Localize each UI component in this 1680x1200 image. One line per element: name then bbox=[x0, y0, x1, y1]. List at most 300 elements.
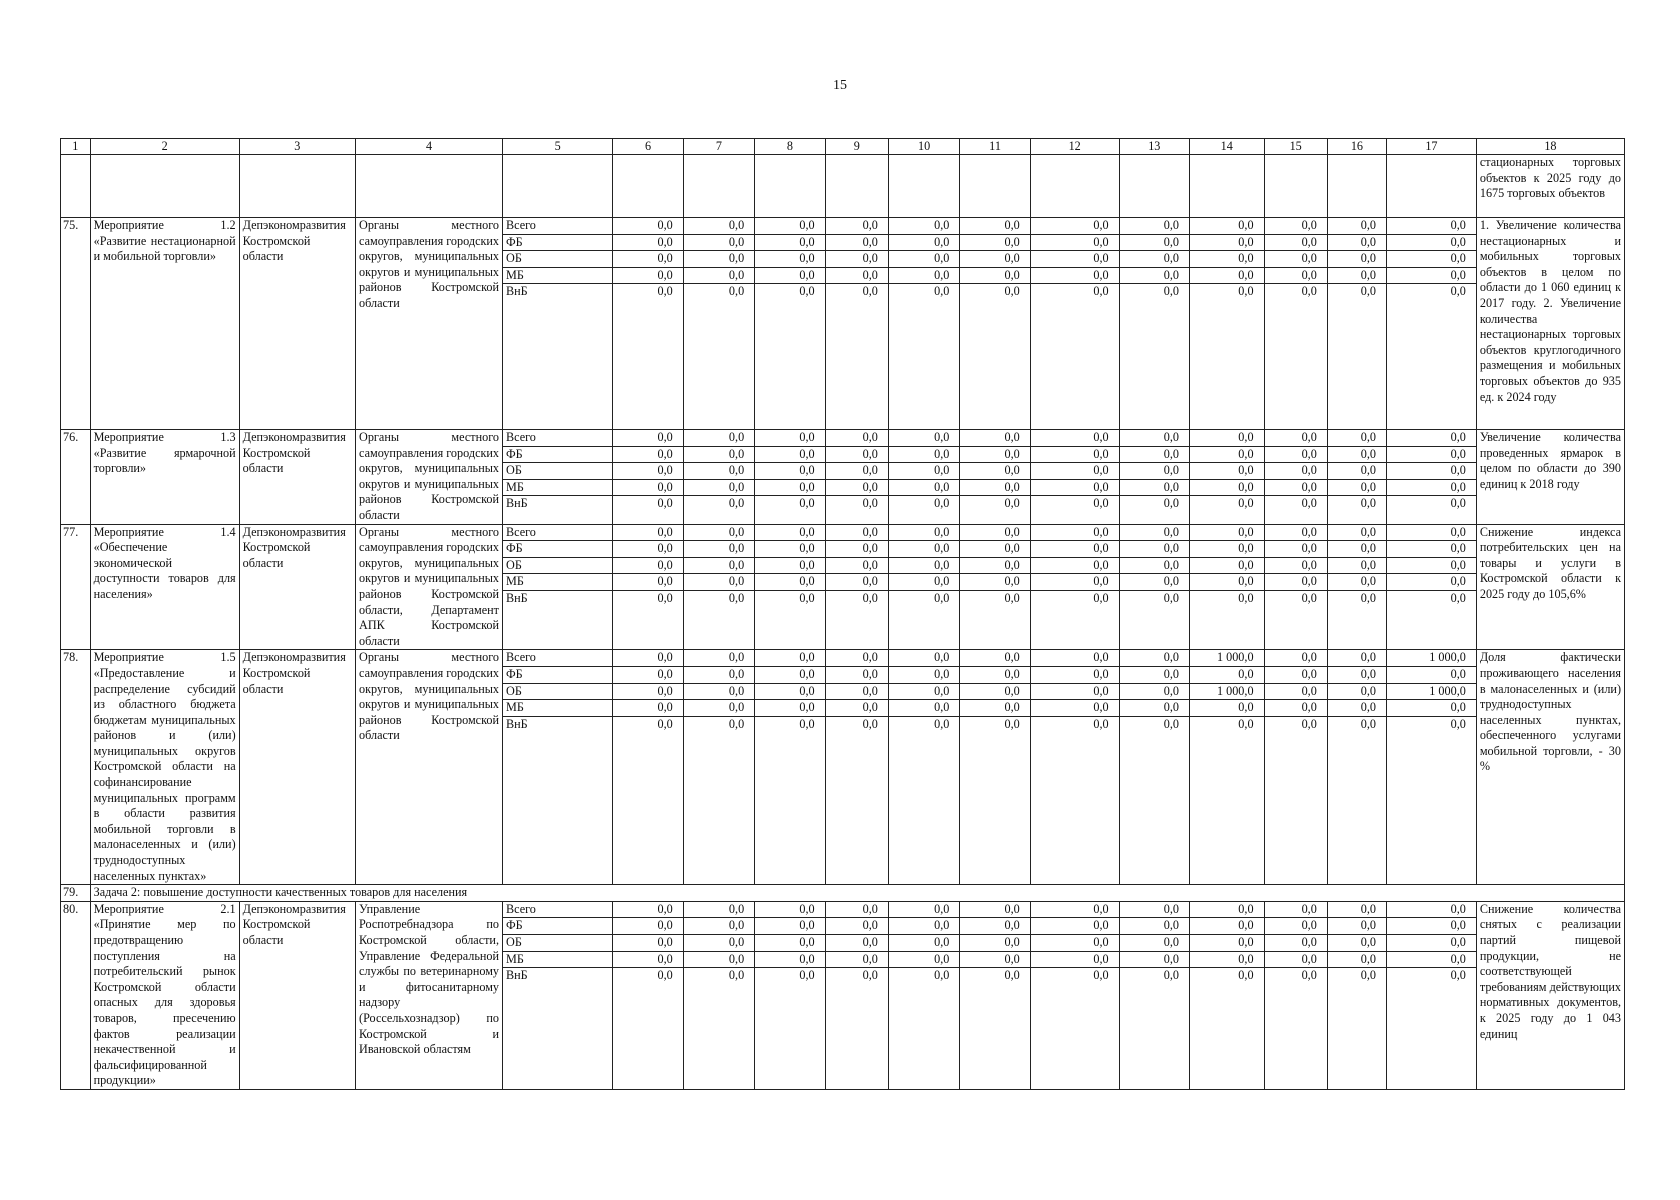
amount-value: 0,0 bbox=[1093, 968, 1109, 983]
amount-value: 0,0 bbox=[755, 558, 824, 575]
amount-value: 0,0 bbox=[799, 284, 815, 299]
amount-value: 0,0 bbox=[684, 463, 754, 480]
responsible-executor: Депэкономразвития Костромской области bbox=[239, 430, 355, 525]
amount-value: 0,0 bbox=[1387, 935, 1476, 952]
year-amount-column bbox=[1264, 650, 1327, 885]
amount-value: 0,0 bbox=[934, 968, 950, 983]
amount-value: 0,0 bbox=[1238, 496, 1254, 511]
column-header: 12 bbox=[1030, 139, 1119, 155]
amount-value: 0,0 bbox=[1328, 558, 1386, 575]
amount-value: 1 000,0 bbox=[1387, 650, 1476, 667]
year-amount-column bbox=[613, 650, 683, 885]
amount-value: 1 000,0 bbox=[1387, 684, 1476, 701]
amount-value: 0,0 bbox=[1190, 558, 1264, 575]
amount-value: 0,0 bbox=[889, 430, 959, 447]
amount-value: 0,0 bbox=[1190, 218, 1264, 235]
amount-value: 0,0 bbox=[960, 667, 1029, 684]
funding-source-label: ВнБ bbox=[506, 284, 528, 299]
amount-value: 0,0 bbox=[826, 447, 888, 464]
amount-value: 0,0 bbox=[1265, 935, 1327, 952]
amount-value: 0,0 bbox=[960, 463, 1029, 480]
amount-value: 0,0 bbox=[826, 558, 888, 575]
year-amount-column bbox=[1387, 650, 1477, 885]
funding-source-label: МБ bbox=[503, 952, 612, 969]
amount-value: 0,0 bbox=[1387, 235, 1476, 252]
amount-value: 0,0 bbox=[684, 251, 754, 268]
year-amount-column bbox=[1327, 524, 1386, 650]
event-name: Мероприятие 1.3 «Развитие ярмарочной торговли» bbox=[90, 430, 239, 525]
amount-value: 0,0 bbox=[1265, 918, 1327, 935]
amount-value: 0,0 bbox=[826, 952, 888, 969]
amount-value: 0,0 bbox=[1031, 935, 1119, 952]
column-header: 5 bbox=[503, 139, 613, 155]
amount-value: 0,0 bbox=[1093, 496, 1109, 511]
funding-source-label: ФБ bbox=[503, 447, 612, 464]
amount-value: 0,0 bbox=[755, 447, 824, 464]
amount-value: 0,0 bbox=[826, 902, 888, 919]
amount-value: 0,0 bbox=[1190, 268, 1264, 285]
empty-cell bbox=[755, 155, 825, 218]
empty-cell bbox=[825, 155, 888, 218]
amount-value: 0,0 bbox=[755, 700, 824, 717]
amount-value: 0,0 bbox=[960, 525, 1029, 542]
empty-cell bbox=[1119, 155, 1189, 218]
amount-value: 0,0 bbox=[1387, 463, 1476, 480]
task-row bbox=[61, 885, 1625, 902]
funding-source-label: ОБ bbox=[503, 558, 612, 575]
year-amount-column bbox=[1119, 218, 1189, 430]
amount-value: 0,0 bbox=[1120, 700, 1189, 717]
funding-sources bbox=[503, 524, 613, 650]
amount-value: 0,0 bbox=[1265, 952, 1327, 969]
amount-value: 0,0 bbox=[1120, 463, 1189, 480]
column-header: 8 bbox=[755, 139, 825, 155]
amount-value: 0,0 bbox=[684, 525, 754, 542]
year-amount-column bbox=[1387, 430, 1477, 525]
amount-value: 0,0 bbox=[1031, 430, 1119, 447]
amount-value: 0,0 bbox=[1387, 574, 1476, 591]
amount-value: 0,0 bbox=[799, 590, 815, 605]
amount-value: 0,0 bbox=[1450, 968, 1466, 983]
responsible-executor: Депэкономразвития Костромской области bbox=[239, 218, 355, 430]
year-amount-column bbox=[755, 901, 825, 1089]
amount-value: 0,0 bbox=[684, 935, 754, 952]
amount-value: 0,0 bbox=[1387, 268, 1476, 285]
funding-source-label: Всего bbox=[503, 430, 612, 447]
amount-value: 0,0 bbox=[1031, 480, 1119, 497]
amount-value: 0,0 bbox=[684, 480, 754, 497]
amount-value: 0,0 bbox=[1450, 496, 1466, 511]
amount-value: 0,0 bbox=[728, 590, 745, 605]
amount-value: 0,0 bbox=[684, 218, 754, 235]
amount-value: 0,0 bbox=[862, 590, 878, 605]
result-cell: Увеличение количества проведенных ярмарок в целом по области до 390 единиц к 2018 году bbox=[1476, 430, 1624, 525]
year-amount-column bbox=[1264, 430, 1327, 525]
amount-value: 0,0 bbox=[1190, 447, 1264, 464]
amount-value: 0,0 bbox=[960, 902, 1029, 919]
year-amount-column bbox=[1190, 430, 1265, 525]
funding-source-label: ФБ bbox=[503, 541, 612, 558]
amount-value: 0,0 bbox=[889, 918, 959, 935]
funding-source-label: МБ bbox=[503, 574, 612, 591]
amount-value: 0,0 bbox=[613, 525, 682, 542]
funding-source-label: ВнБ bbox=[506, 968, 528, 983]
year-amount-column bbox=[960, 430, 1030, 525]
amount-value: 0,0 bbox=[1301, 590, 1317, 605]
amount-value: 0,0 bbox=[1328, 902, 1386, 919]
amount-value: 0,0 bbox=[1328, 251, 1386, 268]
year-amount-column bbox=[888, 218, 959, 430]
amount-value: 0,0 bbox=[1328, 480, 1386, 497]
amount-value: 0,0 bbox=[613, 650, 682, 667]
amount-value: 0,0 bbox=[1031, 650, 1119, 667]
amount-value: 0,0 bbox=[1301, 496, 1317, 511]
amount-value: 0,0 bbox=[889, 902, 959, 919]
year-amount-column bbox=[755, 650, 825, 885]
column-header: 10 bbox=[888, 139, 959, 155]
funding-source-label: Всего bbox=[503, 525, 612, 542]
event-name: Мероприятие 1.4 «Обеспечение экономической доступности товаров для населения» bbox=[90, 524, 239, 650]
measure-row bbox=[61, 650, 1625, 885]
funding-source-label: ФБ bbox=[503, 235, 612, 252]
amount-value: 1 000,0 bbox=[1190, 684, 1264, 701]
amount-value: 0,0 bbox=[1265, 251, 1327, 268]
amount-value: 0,0 bbox=[960, 218, 1029, 235]
amount-value: 0,0 bbox=[1387, 251, 1476, 268]
amount-value: 0,0 bbox=[1190, 463, 1264, 480]
amount-value: 0,0 bbox=[862, 716, 878, 731]
amount-value: 0,0 bbox=[826, 700, 888, 717]
column-header: 15 bbox=[1264, 139, 1327, 155]
amount-value: 0,0 bbox=[1120, 235, 1189, 252]
year-amount-column bbox=[1190, 650, 1265, 885]
funding-source-label: ВнБ bbox=[506, 590, 528, 605]
amount-value: 0,0 bbox=[684, 952, 754, 969]
amount-value: 0,0 bbox=[613, 952, 682, 969]
amount-value: 0,0 bbox=[889, 952, 959, 969]
empty-cell bbox=[61, 155, 91, 218]
amount-value: 0,0 bbox=[1031, 541, 1119, 558]
amount-value: 0,0 bbox=[1093, 716, 1109, 731]
row-number: 78. bbox=[61, 650, 91, 885]
amount-value: 0,0 bbox=[1387, 480, 1476, 497]
amount-value: 0,0 bbox=[960, 235, 1029, 252]
amount-value: 0,0 bbox=[1031, 574, 1119, 591]
amount-value: 0,0 bbox=[826, 541, 888, 558]
amount-value: 0,0 bbox=[826, 525, 888, 542]
amount-value: 0,0 bbox=[613, 251, 682, 268]
amount-value: 0,0 bbox=[755, 935, 824, 952]
amount-value: 0,0 bbox=[1360, 968, 1377, 983]
amount-value: 0,0 bbox=[799, 968, 815, 983]
amount-value: 0,0 bbox=[1004, 496, 1020, 511]
amount-value: 0,0 bbox=[1328, 447, 1386, 464]
year-amount-column bbox=[755, 524, 825, 650]
funding-source-label: Всего bbox=[503, 902, 612, 919]
amount-value: 0,0 bbox=[1328, 700, 1386, 717]
amount-value: 0,0 bbox=[960, 268, 1029, 285]
amount-value: 0,0 bbox=[1328, 525, 1386, 542]
empty-cell bbox=[1030, 155, 1119, 218]
amount-value: 0,0 bbox=[1387, 525, 1476, 542]
column-header: 2 bbox=[90, 139, 239, 155]
amount-value: 0,0 bbox=[889, 480, 959, 497]
year-amount-column bbox=[683, 901, 754, 1089]
amount-value: 0,0 bbox=[1163, 590, 1180, 605]
amount-value: 0,0 bbox=[1328, 918, 1386, 935]
amount-value: 0,0 bbox=[1360, 496, 1377, 511]
amount-value: 0,0 bbox=[960, 447, 1029, 464]
amount-value: 0,0 bbox=[613, 268, 682, 285]
column-header: 7 bbox=[683, 139, 754, 155]
year-amount-column bbox=[1264, 218, 1327, 430]
amount-value: 0,0 bbox=[1031, 902, 1119, 919]
funding-source-label: МБ bbox=[503, 268, 612, 285]
amount-value: 0,0 bbox=[1238, 716, 1254, 731]
amount-value: 0,0 bbox=[1004, 590, 1020, 605]
amount-value: 0,0 bbox=[1031, 918, 1119, 935]
amount-value: 0,0 bbox=[728, 716, 745, 731]
amount-value: 0,0 bbox=[934, 496, 950, 511]
amount-value: 0,0 bbox=[1190, 918, 1264, 935]
year-amount-column bbox=[1030, 650, 1119, 885]
year-amount-column bbox=[960, 524, 1030, 650]
amount-value: 0,0 bbox=[1120, 525, 1189, 542]
amount-value: 0,0 bbox=[755, 235, 824, 252]
empty-cell bbox=[683, 155, 754, 218]
amount-value: 0,0 bbox=[684, 268, 754, 285]
year-amount-column bbox=[1119, 524, 1189, 650]
amount-value: 0,0 bbox=[1120, 902, 1189, 919]
amount-value: 1 000,0 bbox=[1190, 650, 1264, 667]
participants: Управление Роспотребнадзора по Костромской области, Управление Федеральной службы по ветеринарному и фитосанитарному надзору (Россельхознадзор) по Костромской и Ивановской областям bbox=[356, 901, 503, 1089]
responsible-executor: Депэкономразвития Костромской области bbox=[239, 650, 355, 885]
amount-value: 0,0 bbox=[1265, 480, 1327, 497]
year-amount-column bbox=[683, 430, 754, 525]
amount-value: 0,0 bbox=[1190, 935, 1264, 952]
amount-value: 0,0 bbox=[1328, 650, 1386, 667]
result-cell: 1. Увеличение количества нестационарных и мобильных торговых объектов в целом по области до 1 060 единиц к 2017 году. 2. Увеличение количества нестационарных торговых объектов круглогодичного размещения и мобильных торговых объектов до 935 ед. к 2024 году bbox=[1476, 218, 1624, 430]
row-number: 77. bbox=[61, 524, 91, 650]
funding-source-label: МБ bbox=[503, 700, 612, 717]
amount-value: 0,0 bbox=[826, 251, 888, 268]
amount-value: 0,0 bbox=[889, 574, 959, 591]
amount-value: 0,0 bbox=[1093, 590, 1109, 605]
year-amount-column bbox=[825, 430, 888, 525]
column-header: 1 bbox=[61, 139, 91, 155]
amount-value: 0,0 bbox=[684, 235, 754, 252]
amount-value: 0,0 bbox=[799, 716, 815, 731]
amount-value: 0,0 bbox=[684, 574, 754, 591]
amount-value: 0,0 bbox=[889, 684, 959, 701]
amount-value: 0,0 bbox=[613, 574, 682, 591]
amount-value: 0,0 bbox=[728, 284, 745, 299]
year-amount-column bbox=[1327, 430, 1386, 525]
funding-source-label: Всего bbox=[503, 218, 612, 235]
amount-value: 0,0 bbox=[755, 684, 824, 701]
amount-value: 0,0 bbox=[1265, 650, 1327, 667]
amount-value: 0,0 bbox=[1328, 268, 1386, 285]
amount-value: 0,0 bbox=[613, 667, 682, 684]
amount-value: 0,0 bbox=[1031, 952, 1119, 969]
amount-value: 0,0 bbox=[684, 918, 754, 935]
amount-value: 0,0 bbox=[613, 700, 682, 717]
amount-value: 0,0 bbox=[728, 968, 745, 983]
amount-value: 0,0 bbox=[755, 667, 824, 684]
amount-value: 0,0 bbox=[1120, 268, 1189, 285]
empty-cell bbox=[356, 155, 503, 218]
amount-value: 0,0 bbox=[826, 463, 888, 480]
amount-value: 0,0 bbox=[1120, 667, 1189, 684]
amount-value: 0,0 bbox=[613, 902, 682, 919]
amount-value: 0,0 bbox=[889, 541, 959, 558]
amount-value: 0,0 bbox=[1387, 218, 1476, 235]
amount-value: 0,0 bbox=[613, 541, 682, 558]
participants: Органы местного самоуправления городских округов, муниципальных округов и муниципальных районов Костромской области bbox=[356, 218, 503, 430]
year-amount-column bbox=[1030, 430, 1119, 525]
amount-value: 0,0 bbox=[889, 935, 959, 952]
amount-value: 0,0 bbox=[755, 541, 824, 558]
amount-value: 0,0 bbox=[1387, 447, 1476, 464]
amount-value: 0,0 bbox=[1190, 667, 1264, 684]
amount-value: 0,0 bbox=[1387, 541, 1476, 558]
continuation-row bbox=[61, 155, 1625, 218]
year-amount-column bbox=[960, 901, 1030, 1089]
amount-value: 0,0 bbox=[1328, 463, 1386, 480]
amount-value: 0,0 bbox=[889, 558, 959, 575]
amount-value: 0,0 bbox=[826, 650, 888, 667]
event-name: Мероприятие 2.1 «Принятие мер по предотвращению поступления на потребительский рынок Костромской области опасных для здоровья товаров, пресечению фактов реализации некачественной и фальсифицированной продукции» bbox=[90, 901, 239, 1089]
amount-value: 0,0 bbox=[1190, 235, 1264, 252]
funding-source-label: ОБ bbox=[503, 935, 612, 952]
amount-value: 0,0 bbox=[1190, 700, 1264, 717]
amount-value: 0,0 bbox=[826, 218, 888, 235]
year-amount-column bbox=[888, 650, 959, 885]
funding-source-label: Всего bbox=[503, 650, 612, 667]
year-amount-column bbox=[1119, 430, 1189, 525]
funding-source-label: ОБ bbox=[503, 251, 612, 268]
amount-value: 0,0 bbox=[684, 667, 754, 684]
year-amount-column bbox=[755, 430, 825, 525]
amount-value: 0,0 bbox=[1387, 667, 1476, 684]
amount-value: 0,0 bbox=[1328, 667, 1386, 684]
empty-cell bbox=[613, 155, 683, 218]
year-amount-column bbox=[1190, 524, 1265, 650]
column-header: 18 bbox=[1476, 139, 1624, 155]
amount-value: 0,0 bbox=[1031, 235, 1119, 252]
amount-value: 0,0 bbox=[613, 935, 682, 952]
amount-value: 0,0 bbox=[755, 463, 824, 480]
amount-value: 0,0 bbox=[1004, 716, 1020, 731]
year-amount-column bbox=[888, 901, 959, 1089]
amount-value: 0,0 bbox=[799, 496, 815, 511]
amount-value: 0,0 bbox=[755, 525, 824, 542]
amount-value: 0,0 bbox=[1031, 447, 1119, 464]
amount-value: 0,0 bbox=[960, 251, 1029, 268]
amount-value: 0,0 bbox=[1190, 430, 1264, 447]
amount-value: 0,0 bbox=[755, 574, 824, 591]
amount-value: 0,0 bbox=[1190, 574, 1264, 591]
year-amount-column bbox=[1119, 650, 1189, 885]
year-amount-column bbox=[613, 430, 683, 525]
measure-row bbox=[61, 901, 1625, 1089]
amount-value: 0,0 bbox=[889, 268, 959, 285]
amount-value: 0,0 bbox=[613, 480, 682, 497]
amount-value: 0,0 bbox=[1265, 463, 1327, 480]
year-amount-column bbox=[1190, 901, 1265, 1089]
amount-value: 0,0 bbox=[755, 218, 824, 235]
amount-value: 0,0 bbox=[1031, 463, 1119, 480]
amount-value: 0,0 bbox=[684, 650, 754, 667]
amount-value: 0,0 bbox=[1328, 684, 1386, 701]
amount-value: 0,0 bbox=[1120, 558, 1189, 575]
amount-value: 0,0 bbox=[1120, 251, 1189, 268]
column-header: 13 bbox=[1119, 139, 1189, 155]
amount-value: 0,0 bbox=[755, 952, 824, 969]
year-amount-column bbox=[1327, 218, 1386, 430]
amount-value: 0,0 bbox=[826, 684, 888, 701]
amount-value: 0,0 bbox=[1120, 935, 1189, 952]
amount-value: 0,0 bbox=[755, 918, 824, 935]
amount-value: 0,0 bbox=[1387, 700, 1476, 717]
amount-value: 0,0 bbox=[960, 541, 1029, 558]
amount-value: 0,0 bbox=[1265, 430, 1327, 447]
amount-value: 0,0 bbox=[1238, 968, 1254, 983]
result-cell: Снижение индекса потребительских цен на товары и услуги в Костромской области к 2025 году до 105,6% bbox=[1476, 524, 1624, 650]
empty-cell bbox=[503, 155, 613, 218]
amount-value: 0,0 bbox=[755, 902, 824, 919]
amount-value: 0,0 bbox=[960, 574, 1029, 591]
amount-value: 0,0 bbox=[657, 968, 673, 983]
amount-value: 0,0 bbox=[657, 590, 673, 605]
amount-value: 0,0 bbox=[1031, 684, 1119, 701]
row-number: 79. bbox=[61, 885, 91, 902]
amount-value: 0,0 bbox=[684, 541, 754, 558]
amount-value: 0,0 bbox=[684, 558, 754, 575]
page-number: 15 bbox=[833, 78, 847, 93]
column-header: 4 bbox=[356, 139, 503, 155]
amount-value: 0,0 bbox=[684, 902, 754, 919]
column-number-row bbox=[61, 139, 1625, 155]
amount-value: 0,0 bbox=[1360, 590, 1377, 605]
column-header: 16 bbox=[1327, 139, 1386, 155]
amount-value: 0,0 bbox=[1031, 268, 1119, 285]
amount-value: 0,0 bbox=[1328, 235, 1386, 252]
amount-value: 0,0 bbox=[1360, 716, 1377, 731]
year-amount-column bbox=[613, 218, 683, 430]
amount-value: 0,0 bbox=[960, 480, 1029, 497]
amount-value: 0,0 bbox=[1120, 684, 1189, 701]
task-title: Задача 2: повышение доступности качественных товаров для населения bbox=[90, 885, 1624, 902]
amount-value: 0,0 bbox=[1120, 480, 1189, 497]
amount-value: 0,0 bbox=[1238, 590, 1254, 605]
amount-value: 0,0 bbox=[862, 968, 878, 983]
year-amount-column bbox=[683, 524, 754, 650]
year-amount-column bbox=[960, 650, 1030, 885]
amount-value: 0,0 bbox=[1265, 525, 1327, 542]
column-header: 9 bbox=[825, 139, 888, 155]
amount-value: 0,0 bbox=[684, 684, 754, 701]
amount-value: 0,0 bbox=[613, 447, 682, 464]
amount-value: 0,0 bbox=[1265, 700, 1327, 717]
year-amount-column bbox=[825, 218, 888, 430]
funding-source-label: ФБ bbox=[503, 918, 612, 935]
amount-value: 0,0 bbox=[1328, 430, 1386, 447]
amount-value: 0,0 bbox=[934, 716, 950, 731]
amount-value: 0,0 bbox=[1265, 558, 1327, 575]
empty-cell bbox=[888, 155, 959, 218]
year-amount-column bbox=[825, 650, 888, 885]
